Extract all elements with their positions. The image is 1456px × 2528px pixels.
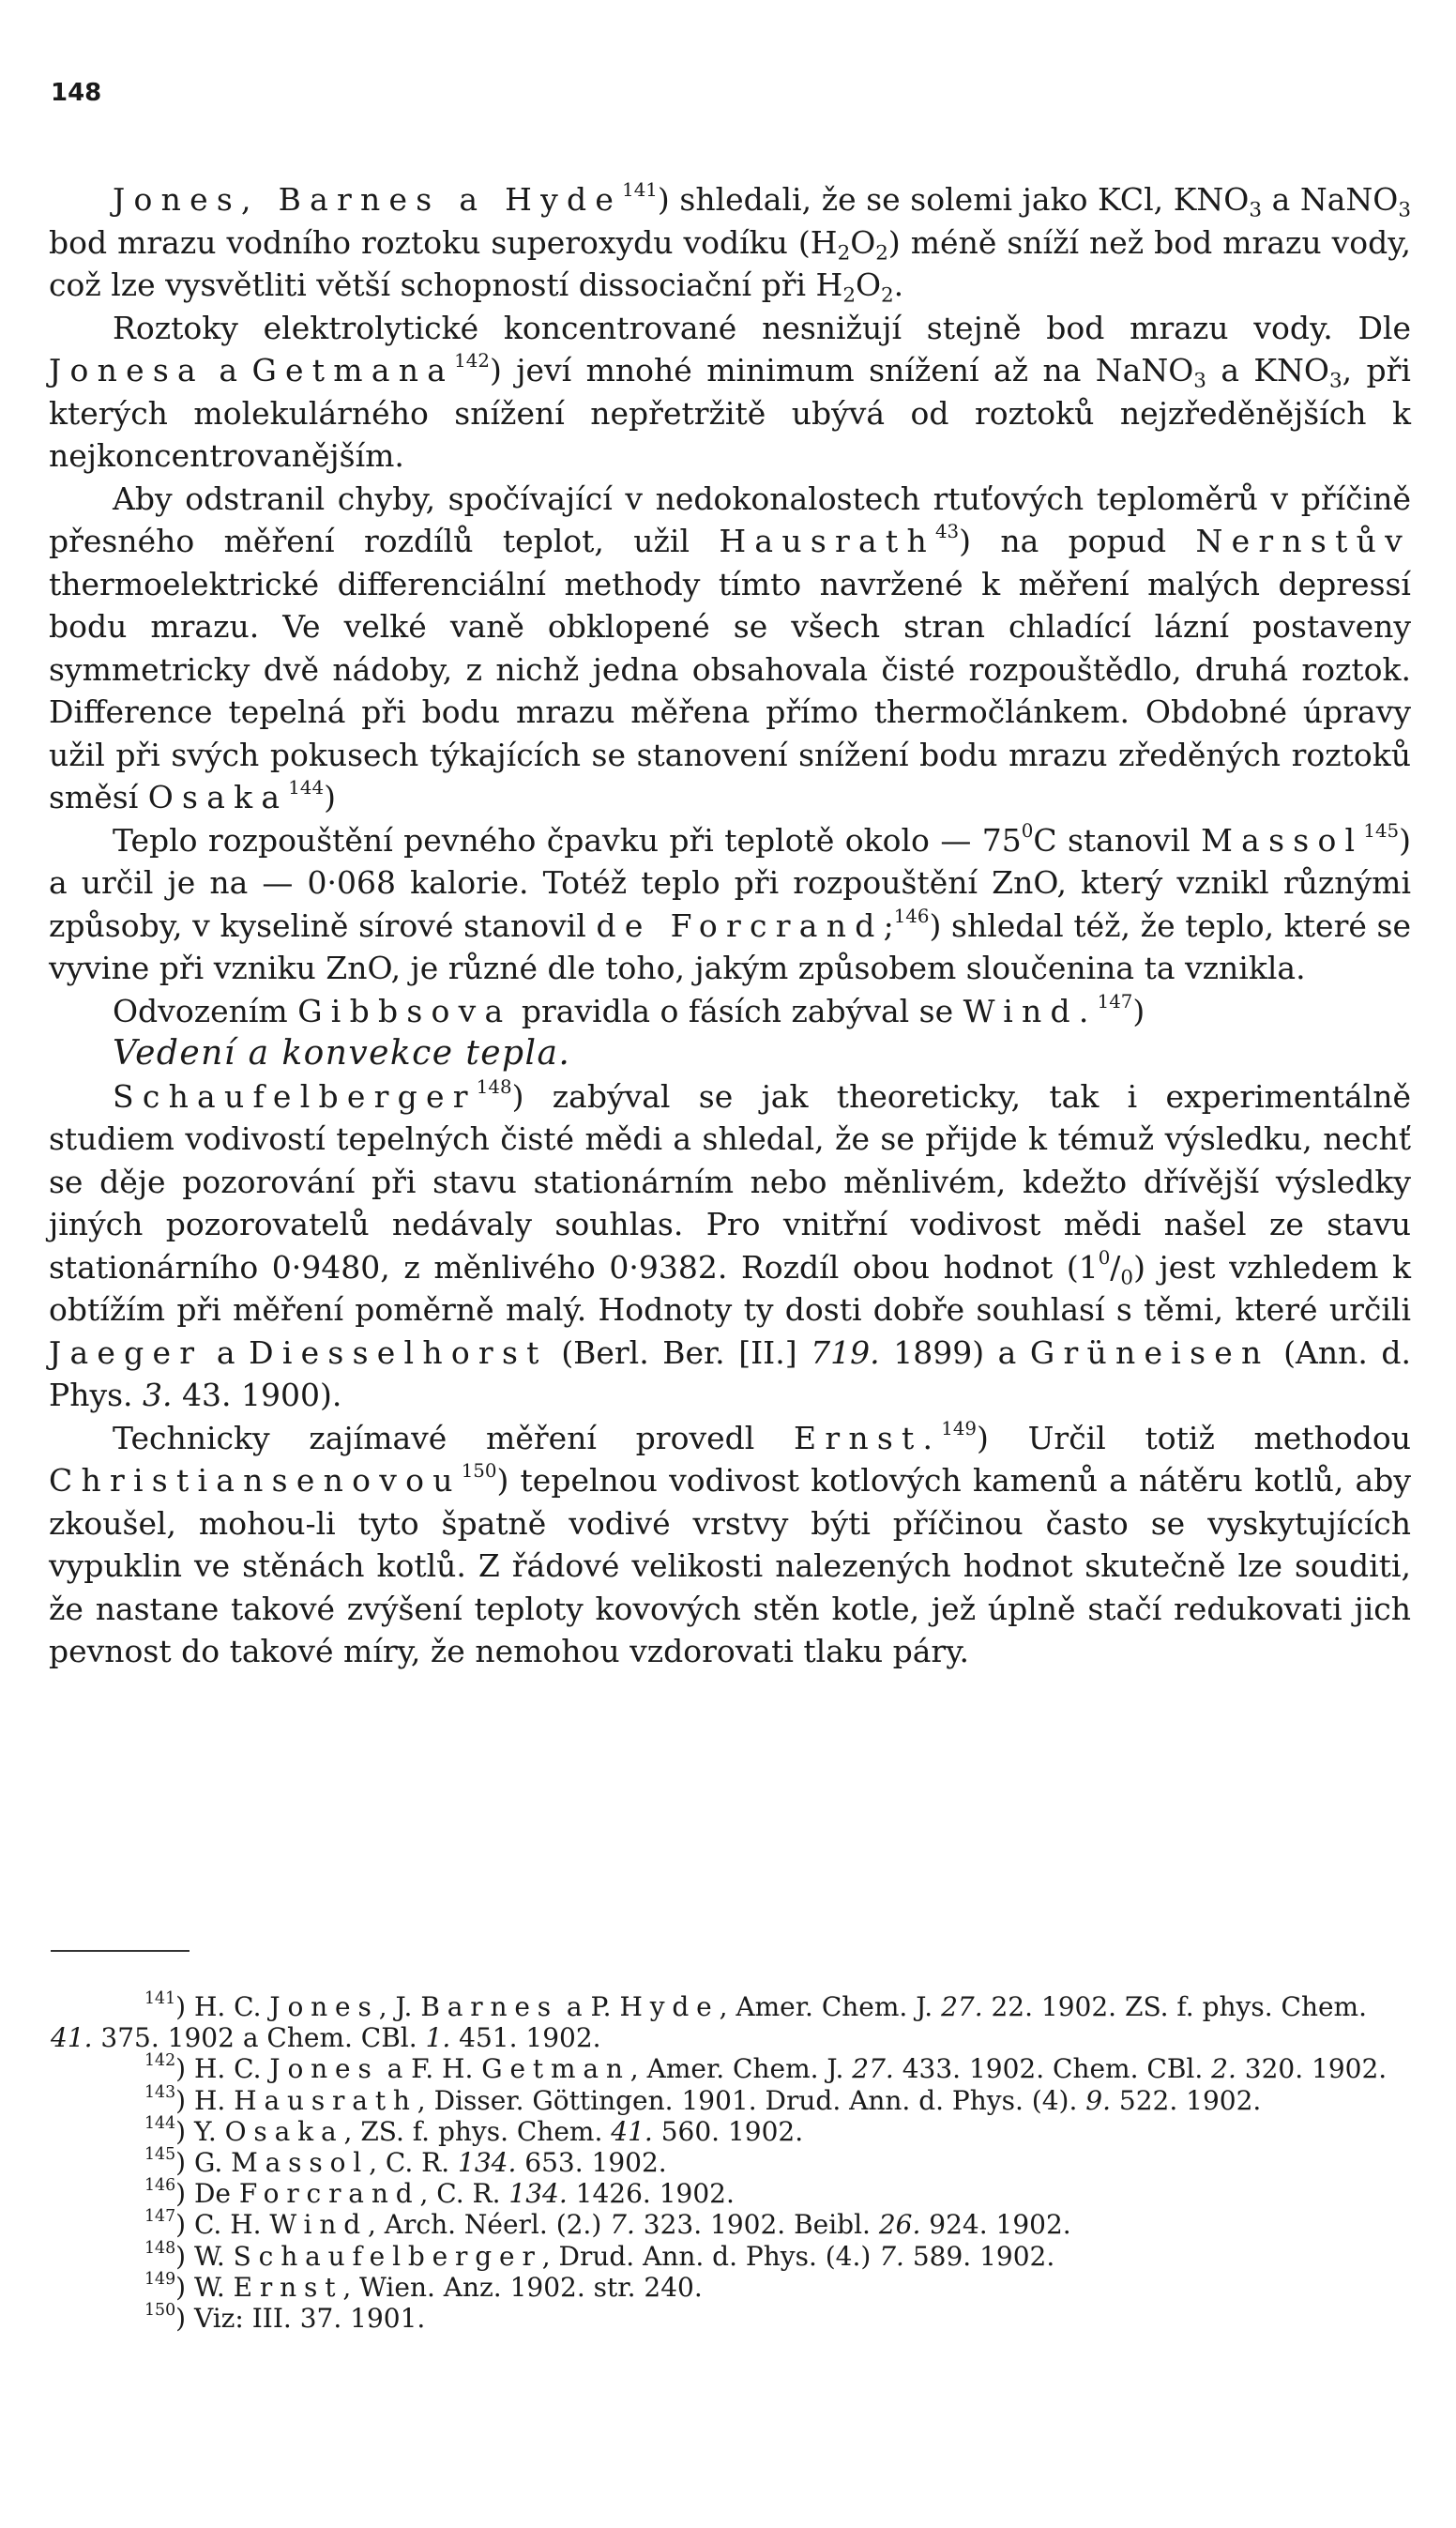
text: ) na popud <box>959 523 1196 559</box>
subscript: 3 <box>1193 369 1206 393</box>
text: ) H. <box>175 2084 235 2116</box>
text: ) jest vzhledem k obtížím při měření poměrně malý. Hodnoty ty dosti dobře souhlasí s těmi, které určili <box>49 1248 1411 1328</box>
author-name: Getman <box>481 2053 630 2085</box>
footnote-ref: 142 <box>454 350 490 373</box>
subscript: 3 <box>1398 198 1412 222</box>
text: 1899) a <box>879 1333 1030 1371</box>
author-name: Christiansenovou <box>49 1462 462 1499</box>
text: , Amer. Chem. J. <box>719 1991 942 2022</box>
text: Technicky zajímavé měření provedl <box>113 1419 795 1456</box>
subscript: 3 <box>1328 369 1342 393</box>
paragraph-3 <box>49 478 1411 819</box>
text: / <box>1110 1248 1121 1286</box>
author-name: Getmana <box>251 352 455 388</box>
volume-number: 7. <box>879 2240 904 2272</box>
author-name: Schaufelberger <box>233 2240 542 2272</box>
main-text <box>49 178 1411 1673</box>
footnote-ref: 145 <box>1363 819 1400 842</box>
text: ) Viz: III. 37. 1901. <box>175 2303 426 2335</box>
footnote-ref: 147 <box>1097 990 1133 1013</box>
text: ) Určil totiž methodou <box>977 1419 1411 1456</box>
author-names: Jones, Barnes a Hyde <box>113 181 623 218</box>
author-name: Forcrand <box>238 2178 420 2210</box>
text: ) C. H. <box>175 2209 270 2241</box>
volume-number: 1. <box>425 2022 451 2054</box>
text: 323. 1902. Beibl. <box>634 2209 879 2241</box>
footnote-ref: 144 <box>288 777 325 800</box>
text: 320. 1902. <box>1236 2053 1388 2085</box>
volume-number: 7. <box>610 2209 635 2241</box>
author-name: Osaka <box>147 779 289 815</box>
author-name: Jonesa <box>49 352 205 388</box>
text: ) méně sníží než bod mrazu vody, což lze vysvětliti větší schopností dissociační při H <box>49 223 1411 303</box>
text: 560. 1902. <box>652 2115 804 2147</box>
text: 924. 1902. <box>920 2209 1071 2241</box>
text: 589. 1902. <box>903 2240 1055 2272</box>
paragraph-1 <box>49 178 1411 307</box>
text: C stanovil <box>1033 821 1202 859</box>
text: a F. H. <box>378 2053 482 2085</box>
text: (Berl. Ber. [II.] <box>547 1333 811 1371</box>
volume-number: 26. <box>878 2209 921 2241</box>
text: 653. 1902. <box>516 2147 667 2179</box>
author-name: Wind <box>269 2209 368 2241</box>
text: ) tepelnou vodivost kotlových kamenů a nátěru kotlů, aby zkoušel, mohou-li tyto špatně vodivé vrstvy býti příčinou často se vyskytujících vypuklin ve stěnách kotlů. Z řádové velikosti nalezených hodnot skutečně lze souditi, že nastane takové zvýšení teploty kovových stěn kotle, jež úplně stačí redukovati jich pevnost do takové míry, že nemohou vzdorovati tlaku páry. <box>49 1462 1411 1669</box>
volume-number: 2. <box>1211 2053 1236 2085</box>
footnote-number: 147 <box>144 2207 176 2227</box>
text: 1426. 1902. <box>567 2178 735 2210</box>
text: a KNO <box>1206 352 1329 388</box>
subscript: 2 <box>842 283 856 308</box>
text: O <box>850 223 876 261</box>
footnote-number: 148 <box>144 2238 176 2258</box>
text: , J. <box>378 1991 421 2022</box>
volume-number: 41. <box>51 2022 93 2054</box>
paragraph-2 <box>49 307 1411 478</box>
footnote-number: 143 <box>144 2082 176 2102</box>
text: ) <box>324 779 336 815</box>
footnote-150 <box>51 2303 1413 2334</box>
footnote-142 <box>51 2053 1413 2084</box>
text: Aby odstranil chyby, spočívající v nedokonalostech rtuťových teploměrů v příčině přesného měření rozdílů teplot, užil <box>49 480 1411 559</box>
page-number: 148 <box>51 79 102 107</box>
text: ; <box>883 906 894 944</box>
footnote-ref: 149 <box>941 1417 978 1439</box>
text: 22. 1902. ZS. f. phys. Chem. <box>982 1991 1368 2022</box>
footnote-number: 145 <box>144 2145 176 2164</box>
text: a <box>203 1333 250 1371</box>
footnote-ref: 148 <box>476 1075 512 1098</box>
text: ) G. <box>175 2147 232 2179</box>
footnote-141 <box>51 1988 1413 2054</box>
author-name: Barnes <box>420 1991 559 2022</box>
text: a NaNO <box>1261 181 1399 218</box>
author-name: Jaeger <box>49 1333 204 1371</box>
volume-number: 41. <box>611 2115 653 2147</box>
text: 451. 1902. <box>450 2022 601 2054</box>
text: ) a určil je na — 0·068 kalorie. Totéž teplo při rozpouštění ZnO, který vznikl různými způsoby, v kyselině sírové stanovil <box>49 821 1411 944</box>
text: ) zabýval se jak theoreticky, tak i experimentálně studiem vodivostí tepelných čisté mědi a shledal, že se přijde k témuž výsledku, nechť se děje pozorování při stavu stationárním nebo měnlivém, kdežto dřívější výsledky jiných pozorovatelů nedávaly souhlas. Pro vnitřní vodivost mědi našel ze stavu stationárního 0·9480, z měnlivého 0·9382. Rozdíl obou hodnot (1 <box>49 1077 1411 1286</box>
text: thermoelektrické differenciální methody tímto navržené k měření malých depressí bodu mrazu. Ve velké vaně obklopené se všech stran chladící lázní postaveny symmetricky dvě nádoby, z nichž jedna obsahovala čisté rozpouštědlo, druhá roztok. Difference tepelná při bodu mrazu měřena přímo thermočlánkem. Obdobné úpravy užil při svých pokusech týkajících se stanovení snížení bodu mrazu zředěných roztoků směsí <box>49 565 1411 815</box>
footnote-143 <box>51 2082 1413 2116</box>
text: bod mrazu vodního roztoku superoxydu vodíku (H <box>49 223 838 261</box>
footnote-ref: 141 <box>622 179 658 202</box>
superscript: 0 <box>1098 1246 1111 1269</box>
footnote-ref: 146 <box>893 905 930 927</box>
paragraph-7 <box>49 1417 1411 1673</box>
subscript: 3 <box>1249 198 1262 222</box>
text: ) shledali, že se solemi jako KCl, KNO <box>657 181 1250 218</box>
author-name: Hausrath <box>719 523 935 559</box>
volume-number: 134. <box>458 2147 517 2179</box>
text: a P. <box>558 1991 620 2022</box>
paragraph-4 <box>49 819 1411 990</box>
text: , Amer. Chem. J. <box>629 2053 853 2085</box>
paragraph-5 <box>49 990 1411 1033</box>
text: 43. 1900). <box>172 1377 342 1413</box>
text: 433. 1902. Chem. CBl. <box>893 2053 1212 2085</box>
author-name: Massol <box>231 2147 370 2179</box>
footnote-number: 150 <box>144 2301 176 2321</box>
volume-number: 3. <box>143 1377 173 1413</box>
text: , Drud. Ann. d. Phys. (4.) <box>541 2240 880 2272</box>
text: , Wien. Anz. 1902. str. 240. <box>342 2271 703 2303</box>
text: , při kterých molekulárného snížení nepřetržitě ubývá od roztoků nejzředěnějších k nejkoncentrovanějším. <box>49 352 1411 474</box>
author-name: Nernstův <box>1195 523 1411 559</box>
text: ) H. C. <box>175 2053 270 2085</box>
footnote-number: 141 <box>144 1988 176 2008</box>
footnote-ref: 43 <box>934 521 960 543</box>
text: a <box>204 352 252 388</box>
text: ) jeví mnohé minimum snížení až na NaNO <box>489 352 1194 388</box>
author-name: Jones <box>269 1991 379 2022</box>
text: ) Y. <box>175 2115 225 2147</box>
author-name: Massol <box>1201 821 1364 859</box>
footnote-number: 146 <box>144 2176 176 2196</box>
text: (Ann. d. Phys. <box>49 1333 1412 1413</box>
footnote-144 <box>51 2113 1413 2147</box>
author-name: de Forcrand <box>596 906 884 944</box>
author-name: Grüneisen <box>1029 1333 1270 1371</box>
volume-number: 27. <box>852 2053 894 2085</box>
subscript: 2 <box>875 240 888 265</box>
author-name: Schaufelberger <box>113 1077 477 1115</box>
author-name: Diesselhorst <box>249 1333 548 1371</box>
paragraph-6 <box>49 1075 1411 1417</box>
subscript: 2 <box>881 283 894 308</box>
author-name: Ernst <box>233 2271 343 2303</box>
section-heading: Vedení a konvekce tepla. <box>113 1034 571 1073</box>
volume-number: 719. <box>811 1333 880 1371</box>
text: Odvozením <box>113 992 298 1029</box>
author-name: Osaka <box>224 2115 344 2147</box>
author-name: Hyde <box>619 1991 720 2022</box>
author-name: Hausrath <box>234 2084 417 2116</box>
text: , C. R. <box>369 2147 459 2179</box>
degree-mark: 0 <box>1021 819 1034 842</box>
text: ) W. <box>175 2240 234 2272</box>
footnote-divider <box>51 1950 190 1952</box>
footnote-145 <box>51 2147 1413 2178</box>
footnote-146 <box>51 2178 1413 2209</box>
text: 522. 1902. <box>1110 2084 1262 2116</box>
text: Roztoky elektrolytické koncentrované nesnižují stejně bod mrazu vody. Dle <box>113 309 1411 346</box>
footnote-number: 144 <box>144 2113 176 2133</box>
volume-number: 9. <box>1085 2084 1111 2116</box>
footnote-ref: 150 <box>461 1460 497 1483</box>
volume-number: 27. <box>941 1991 983 2022</box>
text: ) H. C. <box>175 1991 270 2022</box>
footnote-147 <box>51 2209 1413 2240</box>
footnote-149 <box>51 2269 1413 2303</box>
text: . <box>893 267 904 303</box>
text: pravidla o fásích zabýval se <box>511 992 963 1029</box>
text: , ZS. f. phys. Chem. <box>343 2115 612 2147</box>
text: , Arch. Néerl. (2.) <box>367 2209 611 2241</box>
volume-number: 134. <box>508 2178 568 2210</box>
text: Teplo rozpouštění pevného čpavku při teplotě okolo — 75 <box>113 821 1022 859</box>
author-name: Jones <box>269 2053 379 2085</box>
author-name: Wind. <box>963 992 1098 1029</box>
footnote-148 <box>51 2238 1413 2272</box>
footnote-number: 142 <box>144 2051 176 2071</box>
text: 375. 1902 a Chem. CBl. <box>92 2022 426 2054</box>
text: ) De <box>175 2178 239 2210</box>
footnote-number: 149 <box>144 2269 176 2289</box>
text: O <box>855 267 882 303</box>
author-name: Gibbsova <box>297 992 512 1029</box>
author-name: Ernst. <box>794 1419 942 1456</box>
text: ) W. <box>175 2271 234 2303</box>
text: , C. R. <box>419 2178 509 2210</box>
text: ) <box>1132 992 1145 1029</box>
subscript: 0 <box>1120 1265 1134 1289</box>
text: ) shledal též, že teplo, které se vyvine při vzniku ZnO, je různé dle toho, jakým způsobem sloučenina ta vznikla. <box>49 906 1412 986</box>
text: , Disser. Göttingen. 1901. Drud. Ann. d. Phys. (4). <box>417 2084 1086 2116</box>
subscript: 2 <box>837 240 851 265</box>
footnotes <box>51 1988 1413 2335</box>
